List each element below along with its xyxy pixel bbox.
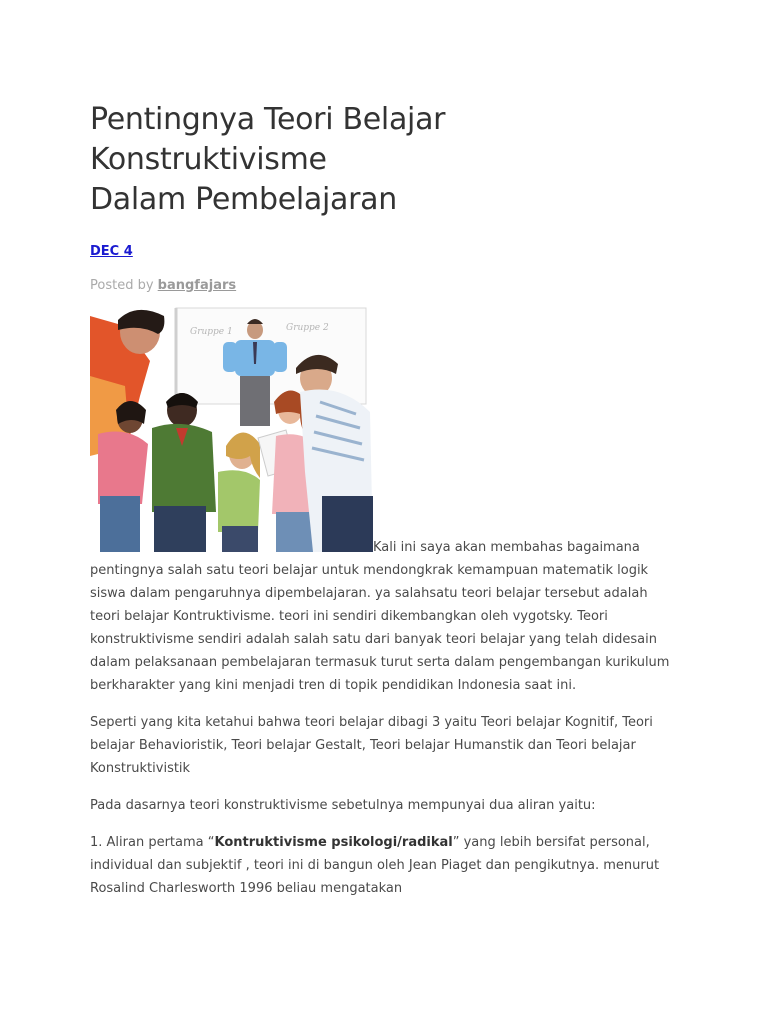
paragraph bbox=[90, 831, 670, 900]
paragraph: Seperti yang kita ketahui bahwa teori belajar dibagi 3 yaitu Teori belajar Kognitif, Teori belajar Behavioristik, Teori belajar Gestalt, Teori belajar Humanstik dan Teori belajar Konstruktivistik bbox=[90, 715, 653, 776]
title-line: Pentingnya Teori Belajar bbox=[90, 102, 446, 137]
article-title bbox=[90, 100, 670, 220]
board-text: Gruppe 1 bbox=[190, 327, 233, 337]
paragraph: Pada dasarnya teori konstruktivisme sebetulnya mempunyai dua aliran yaitu: bbox=[90, 798, 596, 813]
article-body bbox=[90, 536, 670, 914]
classroom-image bbox=[90, 306, 373, 552]
paragraph: Kali ini saya akan membahas bagaimana pentingnya salah satu teori belajar untuk mendongkrak kemampuan matematik logik siswa dalam pengaruhnya dipembelajaran. ya salahsatu teori belajar tersebut adalah teori belajar Kontruktivisme. teori ini sendiri dikembangkan oleh vygotsky. Teori konstruktivisme sendiri adalah salah satu dari banyak teori belajar yang telah didesain dalam pelaksanaan pembelajaran termasuk turut serta dalam pengembangan kurikulum berkharakter yang kini menjadi tren di topik pendidikan Indonesia saat ini. bbox=[90, 540, 670, 693]
article bbox=[90, 100, 670, 896]
post-date-link[interactable]: DEC 4 bbox=[90, 244, 133, 259]
posted-by-label: Posted by bbox=[90, 278, 154, 293]
paragraph-prefix: 1. Aliran pertama “ bbox=[90, 835, 215, 850]
author-link[interactable]: bangfajars bbox=[157, 278, 237, 293]
board-text: Gruppe 2 bbox=[286, 323, 329, 333]
paragraph-suffix: ” yang lebih bersifat personal, individual dan subjektif , teori ini di bangun oleh Jean Piaget dan pengikutnya. menurut Rosalind Charlesworth 1996 beliau mengatakan bbox=[90, 835, 660, 896]
bold-term: Kontruktivisme psikologi/radikal bbox=[214, 835, 453, 850]
posted-by bbox=[90, 278, 236, 293]
classroom-illustration bbox=[90, 306, 373, 552]
title-line: Konstruktivisme bbox=[90, 142, 327, 177]
title-line: Dalam Pembelajaran bbox=[90, 182, 397, 217]
